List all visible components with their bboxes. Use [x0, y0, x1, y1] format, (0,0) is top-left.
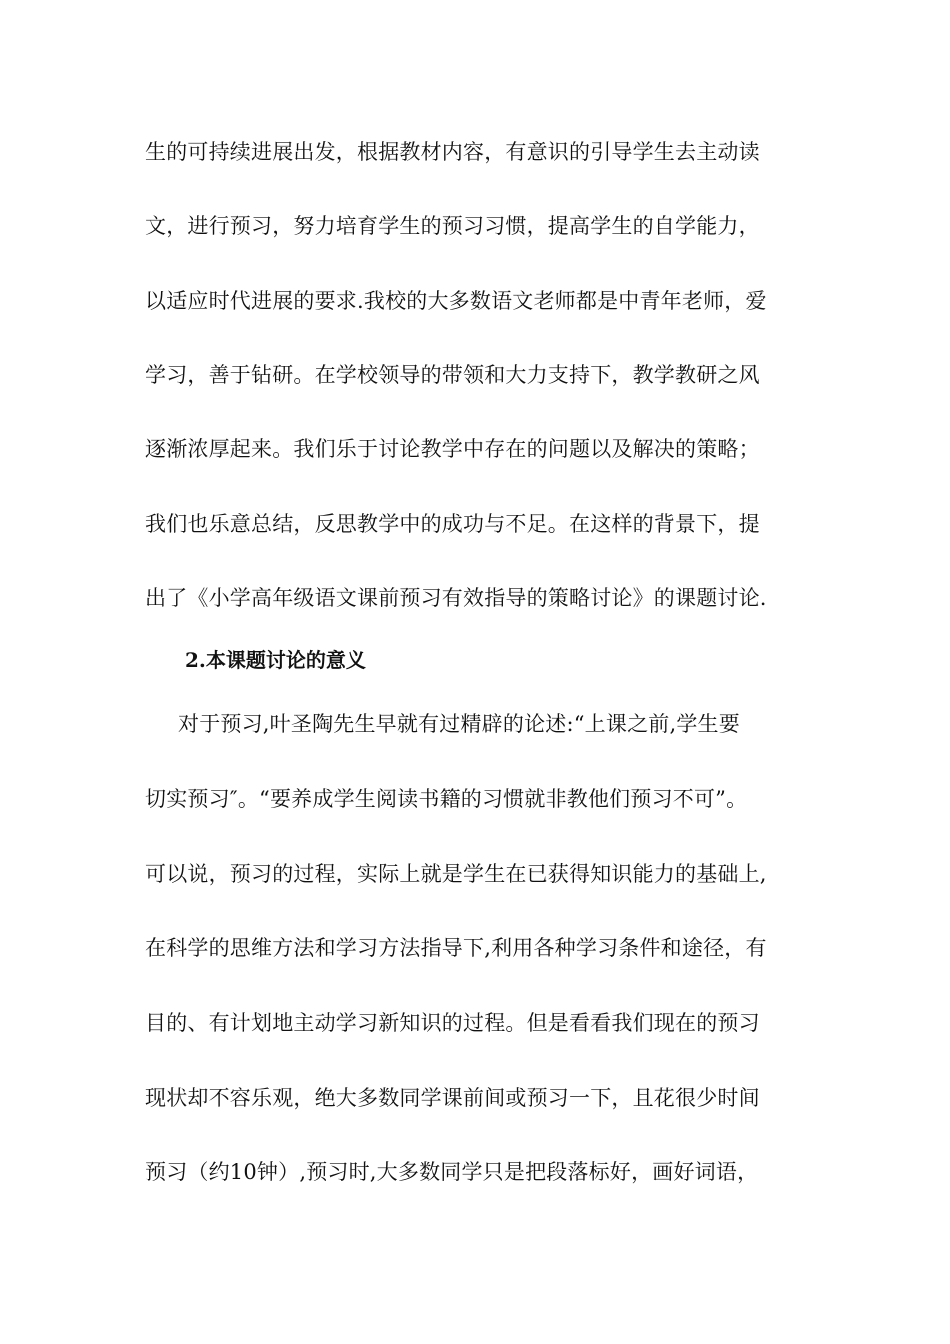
- paragraph-line: 切实预习″。“要养成学生阅读书籍的习惯就非教他们预习不可”。: [145, 787, 748, 811]
- paragraph-line: 预习（约10钟）,预习时,大多数同学只是把段落标好，画好词语，: [145, 1160, 759, 1184]
- paragraph-line: 出了《小学高年级语文课前预习有效指导的策略讨论》的课题讨论.: [145, 586, 767, 610]
- paragraph-line: 现状却不容乐观，绝大多数同学课前间或预习一下，且花很少时间: [145, 1086, 760, 1110]
- paragraph-line: 目的、有计划地主动学习新知识的过程。但是看看我们现在的预习: [145, 1011, 760, 1035]
- paragraph-line: 以适应时代进展的要求.我校的大多数语文老师都是中青年老师，爱: [145, 289, 767, 313]
- paragraph-line: 我们也乐意总结，反思教学中的成功与不足。在这样的背景下，提: [145, 512, 760, 536]
- section-heading: 2.本课题讨论的意义: [185, 648, 366, 672]
- paragraph-line: 对于预习,叶圣陶先生早就有过精辟的论述:“上课之前,学生要: [178, 712, 740, 736]
- paragraph-line: 在科学的思维方法和学习方法指导下,利用各种学习条件和途径，有: [145, 936, 767, 960]
- paragraph-line: 文，进行预习，努力培育学生的预习习惯，提高学生的自学能力，: [145, 214, 760, 238]
- paragraph-line: 生的可持续进展出发，根据教材内容，有意识的引导学生去主动读: [145, 140, 760, 164]
- paragraph-line: 可以说，预习的过程，实际上就是学生在已获得知识能力的基础上,: [145, 862, 767, 886]
- paragraph-line: 逐渐浓厚起来。我们乐于讨论教学中存在的问题以及解决的策略；: [145, 437, 760, 461]
- paragraph-line: 学习，善于钻研。在学校领导的带领和大力支持下，教学教研之风: [145, 363, 760, 387]
